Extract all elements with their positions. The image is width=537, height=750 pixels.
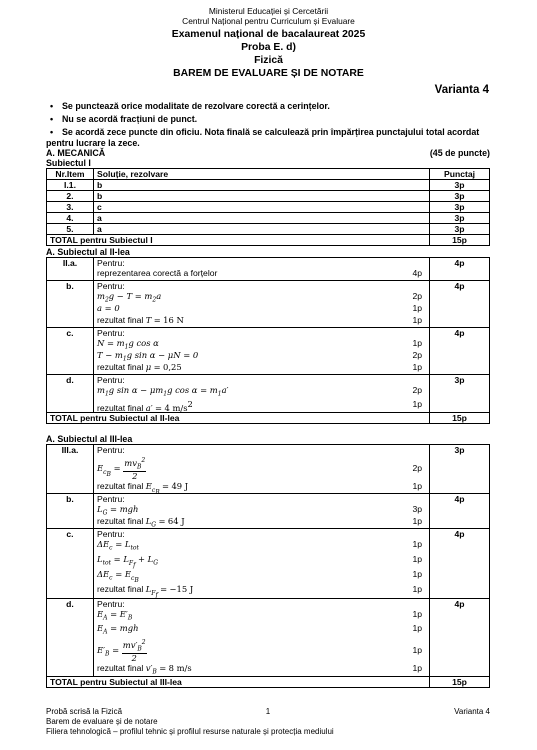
- formula: $N = m_1g$ cos α: [97, 338, 159, 351]
- line-points: 1p: [412, 338, 422, 348]
- answer: a: [94, 224, 430, 235]
- table-row: [47, 375, 490, 413]
- center-name: Centrul Național pentru Curriculum și Evaluare: [182, 16, 355, 26]
- rule-item: • Se acordă zece puncte din oficiu. Nota finală se calculează prin împărțirea punctajului total acordat pentru lucrare la zece.: [46, 127, 492, 149]
- line-points: 1p: [412, 539, 422, 549]
- points: 4p: [430, 494, 490, 529]
- col-header-solution: Soluție, rezolvare: [94, 169, 430, 180]
- exam-title: Examenul național de bacalaureat 2025: [171, 29, 366, 40]
- ministry-name: Ministerul Educației și Cercetării: [208, 6, 329, 16]
- varianta-label: Varianta 4: [434, 84, 489, 96]
- final-value: 64 J: [167, 516, 185, 526]
- final-value: 49 J: [171, 481, 189, 491]
- solution-cell: [94, 328, 430, 375]
- section-name: A. MECANICĂ: [46, 148, 106, 158]
- pentru-label: Pentru:: [97, 529, 125, 539]
- line-points: 1p: [412, 399, 422, 409]
- points: 4p: [430, 599, 490, 677]
- item-number: 3.: [47, 202, 94, 213]
- subiect3-table: [46, 444, 490, 688]
- formula: $L_{tot} = L_{F_f} + L_G$: [97, 554, 159, 569]
- item-number: c.: [47, 529, 94, 599]
- table-row: [47, 494, 490, 529]
- formula: $m_1g$ $\sin \alpha - \mu m_1g$ $\cos \alpha = m_1a'$: [97, 385, 229, 398]
- barem-title: BAREM DE EVALUARE ȘI DE NOTARE: [173, 68, 364, 79]
- final-line: rezultat final a′ = 4 $m/s^2$ 1p: [97, 399, 422, 413]
- grading-rules: [46, 101, 492, 151]
- line-points: 2p: [412, 291, 422, 301]
- item-number: 5.: [47, 224, 94, 235]
- line-points: 1p: [412, 623, 422, 633]
- line-points: 3p: [412, 504, 422, 514]
- solution-text: reprezentarea corectă a forțelor: [97, 268, 218, 278]
- formula-line: [97, 455, 426, 481]
- pentru-label: Pentru:: [97, 445, 125, 455]
- line-points: 1p: [412, 303, 422, 313]
- table-header-row: [47, 169, 490, 180]
- total-points: 15p: [430, 235, 490, 246]
- formula: $L_G$ = mgh: [97, 504, 139, 517]
- solution-cell: [94, 445, 430, 494]
- final-line: rezultat final μ = 0,25 1p: [97, 362, 422, 372]
- final-value: 4 m/s: [164, 402, 188, 413]
- points: 3p: [430, 213, 490, 224]
- solution-cell: [94, 529, 430, 599]
- item-number: 4.: [47, 213, 94, 224]
- total-row: [47, 235, 490, 246]
- item-number: c.: [47, 328, 94, 375]
- formula-line: [97, 385, 426, 399]
- solution-cell: [94, 258, 430, 281]
- line-points: 2p: [412, 350, 422, 360]
- formula: $\Delta E_c = L_{tot}$: [97, 539, 139, 552]
- formula: $E_A = E'_B$: [97, 609, 133, 622]
- footer-right: Varianta 4: [454, 707, 490, 716]
- pentru-label: Pentru:: [97, 258, 125, 268]
- pentru-label: Pentru:: [97, 494, 125, 504]
- solution-line: [97, 268, 426, 280]
- subiect1-title: Subiectul I: [46, 158, 91, 168]
- line-points: 1p: [412, 663, 422, 673]
- table-row: [47, 258, 490, 281]
- formula: $\Delta E_c = E_{c_B}$: [97, 569, 139, 584]
- subiect3-title: A. Subiectul al III-lea: [46, 434, 133, 444]
- footer-line-3: Filiera tehnologică – profilul tehnic și profilul resurse naturale și protecția mediului: [46, 727, 334, 736]
- pentru-label: Pentru:: [97, 281, 125, 291]
- proba-title: Proba E. d): [241, 42, 296, 53]
- total-label: TOTAL pentru Subiectul I: [47, 235, 430, 246]
- line-points: 1p: [412, 584, 422, 594]
- solution-cell: [94, 281, 430, 328]
- points: 4p: [430, 529, 490, 599]
- formula-line: [97, 554, 426, 569]
- points: 3p: [430, 202, 490, 213]
- solution-cell: [94, 375, 430, 413]
- table-row: [47, 213, 490, 224]
- item-number: d.: [47, 599, 94, 677]
- rule-item: • Nu se acordă fracțiuni de punct.: [46, 114, 492, 125]
- line-points: 1p: [412, 569, 422, 579]
- formula-line: [97, 637, 426, 663]
- formula: $m_2g - T = m_2a$: [97, 291, 162, 304]
- total-row: [47, 677, 490, 688]
- points: 4p: [430, 258, 490, 281]
- formula-line: [97, 569, 426, 584]
- table-row: [47, 281, 490, 328]
- section-points: (45 de puncte): [429, 148, 490, 158]
- col-header-points: Punctaj: [430, 169, 490, 180]
- formula-line: [97, 539, 426, 554]
- formula-line: [97, 623, 426, 637]
- table-row: [47, 599, 490, 677]
- solution-cell: [94, 599, 430, 677]
- final-value: −15 J: [169, 584, 194, 594]
- final-prefix: rezultat final: [97, 481, 144, 491]
- pentru-label: Pentru:: [97, 599, 125, 609]
- line-points: 4p: [412, 268, 422, 278]
- item-number: b.: [47, 494, 94, 529]
- item-number: I.1.: [47, 180, 94, 191]
- total-label: TOTAL pentru Subiectul al II-lea: [47, 413, 430, 424]
- page-number: 1: [265, 707, 271, 716]
- final-prefix: rezultat final: [97, 315, 144, 325]
- formula-line: [97, 303, 426, 315]
- line-points: 1p: [412, 315, 422, 325]
- final-line: rezultat final $v'_B = 8$ m/s 1p: [97, 663, 422, 676]
- subiect2-table: [46, 257, 490, 424]
- line-points: 1p: [412, 481, 422, 491]
- points: 4p: [430, 281, 490, 328]
- table-row: [47, 180, 490, 191]
- answer: b: [94, 180, 430, 191]
- footer-line-2: Barem de evaluare și de notare: [46, 717, 158, 726]
- item-number: d.: [47, 375, 94, 413]
- formula-line: [97, 291, 426, 303]
- points: 3p: [430, 445, 490, 494]
- final-line: rezultat final T = 16 N 1p: [97, 315, 422, 325]
- footer: [46, 707, 490, 717]
- item-number: II.a.: [47, 258, 94, 281]
- pentru-label: Pentru:: [97, 375, 125, 385]
- solution-cell: [94, 494, 430, 529]
- table-row: [47, 202, 490, 213]
- formula: $T - m_1g$ sin α − μN = 0: [97, 350, 199, 363]
- pentru-label: Pentru:: [97, 328, 125, 338]
- line-points: 2p: [412, 385, 422, 395]
- total-row: [47, 413, 490, 424]
- footer-left: Probă scrisă la Fizică: [46, 707, 123, 716]
- formula-line: [97, 504, 426, 516]
- final-value: 0,25: [163, 362, 182, 372]
- item-number: b.: [47, 281, 94, 328]
- points: 4p: [430, 328, 490, 375]
- line-points: 2p: [412, 463, 422, 473]
- formula-line: [97, 609, 426, 623]
- points: 3p: [430, 224, 490, 235]
- table-row: [47, 191, 490, 202]
- line-points: 1p: [412, 362, 422, 372]
- total-label: TOTAL pentru Subiectul al III-lea: [47, 677, 430, 688]
- table-row: [47, 328, 490, 375]
- total-points: 15p: [430, 413, 490, 424]
- item-number: III.a.: [47, 445, 94, 494]
- formula-line: [97, 350, 426, 362]
- line-points: 1p: [412, 645, 422, 655]
- line-points: 1p: [412, 609, 422, 619]
- final-line: rezultat final $L_G = 64$ J 1p: [97, 516, 422, 529]
- final-prefix: rezultat final: [97, 362, 144, 372]
- points: 3p: [430, 191, 490, 202]
- answer: c: [94, 202, 430, 213]
- subiect2-title: A. Subiectul al II-lea: [46, 247, 130, 257]
- total-points: 15p: [430, 677, 490, 688]
- answer: a: [94, 213, 430, 224]
- line-points: 1p: [412, 516, 422, 526]
- points: 3p: [430, 180, 490, 191]
- formula: $E_{c_B}$ = $\frac{mv_B^2}{2}$: [97, 456, 146, 482]
- section-header: [46, 148, 490, 158]
- final-prefix: rezultat final: [97, 584, 144, 594]
- final-line: rezultat final $L_{F_f} = -15$ J 1p: [97, 584, 422, 599]
- subject-title: Fizică: [254, 55, 283, 66]
- table-row: [47, 445, 490, 494]
- final-line: rezultat final $E_{c_B} = 49$ J 1p: [97, 481, 422, 496]
- formula: a = 0: [97, 303, 120, 313]
- final-prefix: rezultat final: [97, 663, 144, 673]
- subiect1-table: [46, 168, 490, 246]
- answer: b: [94, 191, 430, 202]
- formula-line: [97, 338, 426, 350]
- points: 3p: [430, 375, 490, 413]
- final-value: 16 N: [163, 315, 184, 325]
- formula: $E_A$ = mgh: [97, 623, 139, 636]
- table-row: [47, 529, 490, 599]
- rule-item: • Se punctează orice modalitate de rezolvare corectă a cerințelor.: [46, 101, 492, 112]
- col-header-item: Nr.Item: [47, 169, 94, 180]
- item-number: 2.: [47, 191, 94, 202]
- final-prefix: rezultat final: [97, 402, 144, 413]
- line-points: 1p: [412, 554, 422, 564]
- final-value: 8 m/s: [168, 663, 192, 673]
- formula: $E'_B$ = $\frac{mv'_B^2}{2}$: [97, 638, 146, 664]
- table-row: [47, 224, 490, 235]
- final-prefix: rezultat final: [97, 516, 144, 526]
